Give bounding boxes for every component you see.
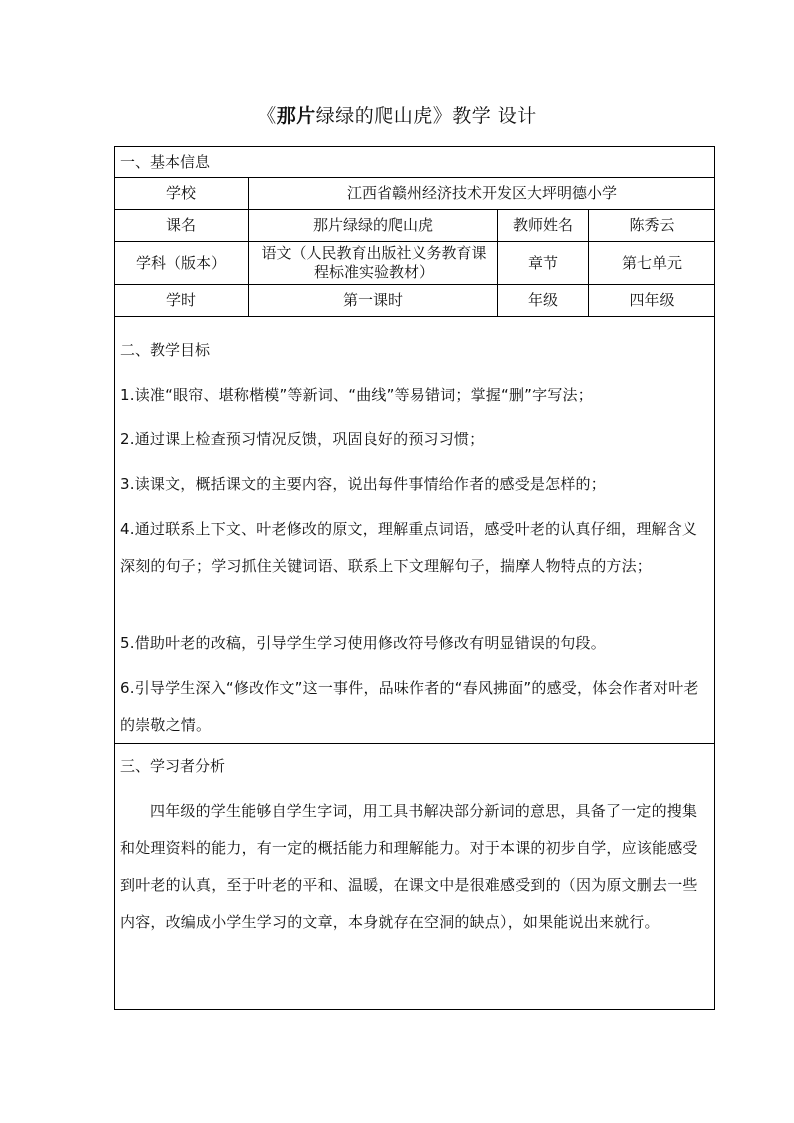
title-rest: 绿绿的爬山虎》教学 设计: [315, 105, 537, 127]
teacher-value: 陈秀云: [629, 216, 675, 234]
goal-item: 1.读准“眼帘、堪称楷模”等新词、“曲线”等易错词；掌握“删”字写法；: [120, 386, 593, 404]
document-title: [0, 103, 794, 129]
section-heading-basic-info: 一、基本信息: [120, 153, 211, 171]
grade-label: 年级: [527, 291, 558, 309]
goal-item: 2.通过课上检查预习情况反馈，巩固良好的预习习惯；: [120, 430, 485, 448]
school-value: 江西省赣州经济技术开发区大坪明德小学: [346, 184, 617, 202]
teacher-label: 教师姓名: [512, 216, 573, 234]
grade-value: 四年级: [629, 291, 675, 309]
title-bold-part: 那片: [276, 105, 316, 127]
goal-item: 5.借助叶老的改稿，引导学生学习使用修改符号修改有明显错误的句段。: [120, 634, 606, 652]
section-heading-goals: 二、教学目标: [120, 341, 211, 359]
chapter-value: 第七单元: [621, 253, 682, 272]
goal-item: 3.读课文，概括课文的主要内容，说出每件事情给作者的感受是怎样的；: [120, 475, 606, 493]
goal-item: 6.引导学生深入“修改作文”这一事件，品味作者的“春风拂面”的感受，体会作者对叶老的崇敬之情。: [120, 679, 699, 734]
school-label: 学校: [165, 184, 196, 202]
table-rule: [114, 316, 715, 317]
goal-item: 4.通过联系上下文、叶老修改的原文，理解重点词语，感受叶老的认真仔细，理解含义深刻的句子；学习抓住关键词语、联系上下文理解句子，揣摩人物特点的方法；: [120, 520, 698, 575]
section-heading-learner: 三、学习者分析: [120, 757, 226, 775]
subject-label: 学科（版本）: [135, 253, 226, 272]
course-label: 课名: [165, 216, 196, 234]
course-value: 那片绿绿的爬山虎: [312, 216, 433, 234]
period-label: 学时: [165, 291, 196, 309]
subject-value: 语文（人民教育出版社义务教育课程标准实验教材）: [261, 243, 487, 281]
learner-analysis-text: 四年级的学生能够自学生字词，用工具书解决部分新词的意思，具备了一定的搜集和处理资料的能力，有一定的概括能力和理解能力。对于本课的初步自学，应该能感受到叶老的认真，至于叶老的平和、温暖，在课文中是很难感受到的（因为原文删去一些内容，改编成小学生学习的文章，本身就存在空洞的缺点），如果能说出来就行。: [120, 802, 698, 931]
title-prefix: 《: [257, 105, 277, 127]
period-value: 第一课时: [342, 291, 403, 309]
chapter-label: 章节: [527, 253, 558, 272]
